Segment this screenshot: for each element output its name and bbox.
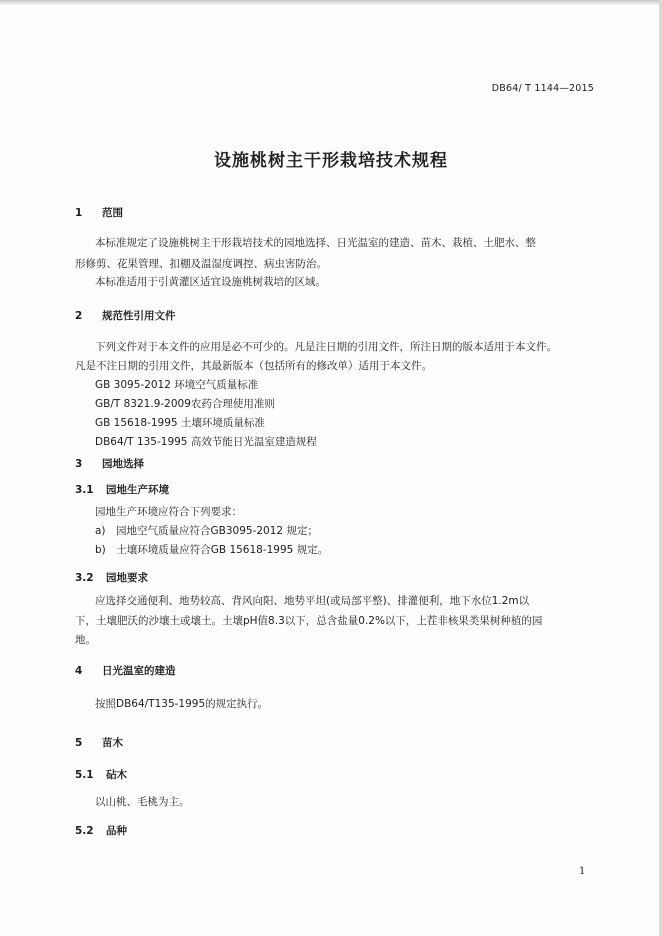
section-3-heading	[75, 456, 144, 471]
reference-item: GB/T 8321.9-2009农药合理使用准则	[95, 398, 275, 410]
subsection-number: 3.2	[75, 572, 94, 584]
section-title: 规范性引用文件	[102, 310, 176, 322]
subsection-3-2-heading	[75, 570, 148, 585]
section-5-heading	[75, 735, 123, 750]
subsection-3-1-heading	[75, 482, 169, 497]
subsection-number: 5.1	[75, 769, 94, 781]
paragraph-line: 形修剪、花果管理、扣棚及温湿度调控、病虫害防治。	[75, 258, 327, 270]
document-title: 设施桃树主干形栽培技术规程	[214, 151, 448, 171]
subsection-5-2-heading	[75, 823, 127, 838]
section-number: 5	[75, 737, 83, 749]
scan-edge	[0, 0, 662, 5]
subsection-number: 5.2	[75, 825, 94, 837]
paragraph-line: 本标准规定了设施桃树主干形栽培技术的园地选择、日光温室的建造、苗木、栽植、土肥水、整	[95, 237, 536, 249]
section-4-heading	[75, 663, 176, 678]
section-number: 2	[75, 310, 83, 322]
subsection-title: 园地要求	[106, 572, 148, 584]
subsection-title: 品种	[106, 825, 127, 837]
subsection-5-1-heading	[75, 767, 127, 782]
paragraph-line: 下列文件对于本文件的应用是必不可少的。凡是注日期的引用文件，所注日期的版本适用于本文件。	[95, 341, 557, 353]
document-number: DB64/ T 1144—2015	[491, 83, 594, 94]
section-1-heading	[75, 205, 123, 220]
section-title: 苗木	[102, 737, 123, 749]
paragraph-line: 按照DB64/T135-1995的规定执行。	[95, 698, 269, 710]
reference-item: GB 3095-2012 环境空气质量标准	[95, 379, 259, 391]
subsection-title: 砧木	[106, 769, 127, 781]
paragraph-line: 应选择交通便利、地势较高、背风向阳、地势平坦(或局部平整)、排灌便利，地下水位1.2m以	[95, 595, 530, 607]
paragraph-line: 以山桃、毛桃为主。	[95, 796, 190, 808]
page-number: 1	[579, 866, 586, 877]
section-number: 1	[75, 207, 83, 219]
subsection-number: 3.1	[75, 484, 94, 496]
section-title: 园地选择	[102, 458, 144, 470]
list-item: a) 园地空气质量应符合GB3095-2012 规定；	[95, 525, 318, 537]
list-item: b) 土壤环境质量应符合GB 15618-1995 规定。	[95, 544, 329, 556]
section-2-heading	[75, 308, 176, 323]
paragraph-line: 下，土壤肥沃的沙壤土或壤土。土壤pH值8.3以下，总含盐量0.2%以下，上茬非核果类果树种植的园	[75, 615, 543, 627]
paragraph-line: 园地生产环境应符合下列要求：	[95, 506, 242, 518]
reference-item: GB 15618-1995 土壤环境质量标准	[95, 417, 265, 429]
section-number: 4	[75, 665, 83, 677]
paragraph-line: 凡是不注日期的引用文件，其最新版本（包括所有的修改单）适用于本文件。	[75, 360, 432, 372]
paragraph-line: 地。	[75, 634, 96, 646]
subsection-title: 园地生产环境	[106, 484, 169, 496]
section-title: 日光温室的建造	[102, 665, 176, 677]
reference-item: DB64/T 135-1995 高效节能日光温室建造规程	[95, 436, 317, 448]
paragraph-line: 本标准适用于引黄灌区适宜设施桃树栽培的区域。	[95, 276, 326, 288]
section-title: 范围	[102, 207, 123, 219]
section-number: 3	[75, 458, 83, 470]
